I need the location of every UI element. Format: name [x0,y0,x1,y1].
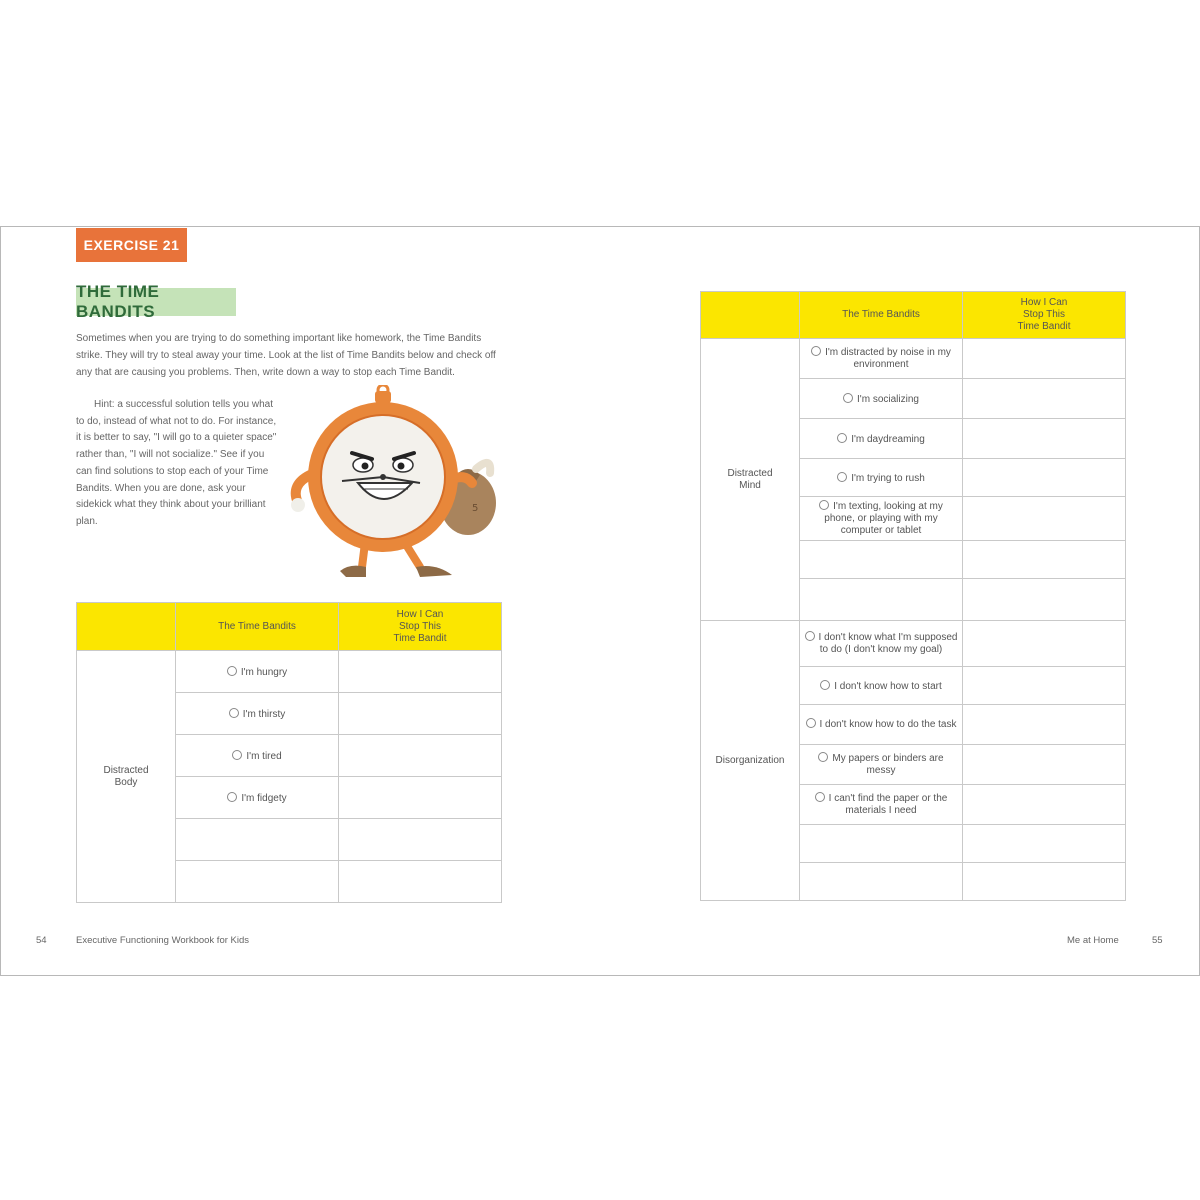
solution-cell[interactable] [963,863,1126,901]
empty-header-cell [77,603,176,651]
bandit-item[interactable]: I'm thirsty [176,693,339,735]
solution-cell[interactable] [963,459,1126,497]
checkbox-circle-icon[interactable] [229,708,239,718]
blank-bandit-cell[interactable] [176,819,339,861]
solution-cell[interactable] [963,579,1126,621]
checkbox-circle-icon[interactable] [843,393,853,403]
bandit-item[interactable]: I'm daydreaming [800,419,963,459]
checkbox-circle-icon[interactable] [227,666,237,676]
solution-cell[interactable] [339,735,502,777]
svg-text:5: 5 [472,503,479,514]
empty-header-cell [701,292,800,339]
bandit-item[interactable]: I don't know how to do the task [800,705,963,745]
exercise-badge: EXERCISE 21 [76,228,187,262]
checkbox-circle-icon[interactable] [227,792,237,802]
checkbox-circle-icon[interactable] [232,750,242,760]
checkbox-circle-icon[interactable] [811,346,821,356]
solution-cell[interactable] [963,705,1126,745]
bandit-item[interactable]: I'm fidgety [176,777,339,819]
header-time-bandits: The Time Bandits [800,292,963,339]
bandit-item[interactable]: I don't know what I'm supposed to do (I don't know my goal) [800,621,963,667]
solution-cell[interactable] [963,497,1126,541]
left-page-number: 54 [36,935,47,946]
hint-text: Hint: a successful solution tells you what to do, instead of what not to do. For instance, it is better to say, "I will go to a quieter space" rather than, "I will not socialize." See if you can find solutions to stop each of your Time Bandits. When you are done, ask your sidekick what they think about your brilliant plan. [76,399,277,527]
solution-cell[interactable] [963,541,1126,579]
solution-cell[interactable] [963,379,1126,419]
solution-cell[interactable] [963,825,1126,863]
solution-cell[interactable] [339,777,502,819]
solution-cell[interactable] [963,621,1126,667]
header-how-to-stop: How I Can Stop This Time Bandit [963,292,1126,339]
checkbox-circle-icon[interactable] [805,631,815,641]
blank-bandit-cell[interactable] [800,541,963,579]
bandit-item[interactable]: I'm hungry [176,651,339,693]
solution-cell[interactable] [339,651,502,693]
checkbox-circle-icon[interactable] [819,500,829,510]
category-distracted-body: Distracted Body [77,651,176,903]
bandit-item[interactable]: I'm socializing [800,379,963,419]
solution-cell[interactable] [339,819,502,861]
solution-cell[interactable] [339,861,502,903]
checkbox-circle-icon[interactable] [815,792,825,802]
blank-bandit-cell[interactable] [800,863,963,901]
checkbox-circle-icon[interactable] [818,752,828,762]
category-disorganization: Disorganization [701,621,800,901]
left-bandits-table [76,602,502,903]
blank-bandit-cell[interactable] [800,825,963,863]
page-title: THE TIME BANDITS [76,288,236,316]
section-name: Me at Home [1067,935,1119,946]
bandit-item[interactable]: My papers or binders are messy [800,745,963,785]
checkbox-circle-icon[interactable] [820,680,830,690]
blank-bandit-cell[interactable] [800,579,963,621]
solution-cell[interactable] [963,339,1126,379]
category-distracted-mind: Distracted Mind [701,339,800,621]
solution-cell[interactable] [963,419,1126,459]
checkbox-circle-icon[interactable] [837,472,847,482]
checkbox-circle-icon[interactable] [837,433,847,443]
book-title: Executive Functioning Workbook for Kids [76,935,250,946]
bandit-item[interactable]: I don't know how to start [800,667,963,705]
header-time-bandits: The Time Bandits [176,603,339,651]
solution-cell[interactable] [339,693,502,735]
hint-paragraph [76,397,281,531]
bandit-item[interactable]: I'm trying to rush [800,459,963,497]
header-how-to-stop: How I Can Stop This Time Bandit [339,603,502,651]
right-bandits-table [700,291,1126,901]
solution-cell[interactable] [963,785,1126,825]
bandit-item[interactable]: I can't find the paper or the materials I need [800,785,963,825]
bandit-item[interactable]: I'm texting, looking at my phone, or playing with my computer or tablet [800,497,963,541]
solution-cell[interactable] [963,667,1126,705]
blank-bandit-cell[interactable] [176,861,339,903]
bandit-item[interactable]: I'm distracted by noise in my environment [800,339,963,379]
clock-character-illustration [280,385,505,585]
bandit-item[interactable]: I'm tired [176,735,339,777]
right-page-number: 55 [1152,935,1163,946]
intro-paragraph: Sometimes when you are trying to do something important like homework, the Time Bandits strike. They will try to steal away your time. Look at the list of Time Bandits below and check off any that are causing you problems. Then, write down a way to stop each Time Bandit. [76,333,496,378]
solution-cell[interactable] [963,745,1126,785]
checkbox-circle-icon[interactable] [806,718,816,728]
